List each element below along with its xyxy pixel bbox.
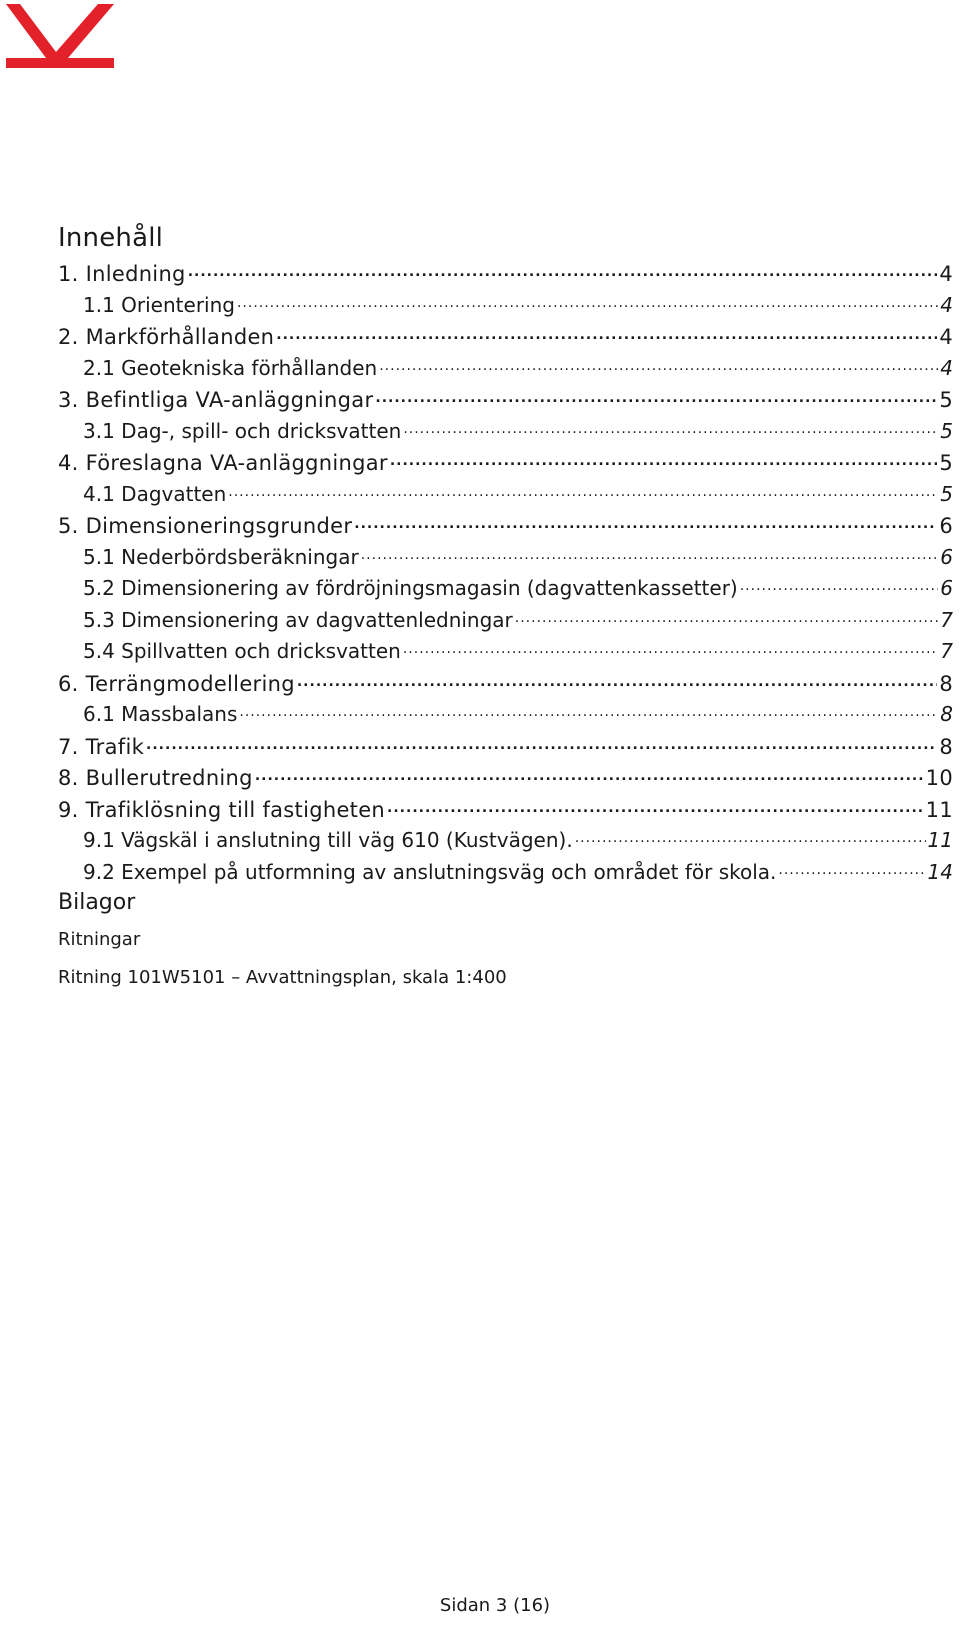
toc-entry[interactable]: [58, 512, 953, 544]
page-number-footer: Sidan 3 (16): [439, 1595, 551, 1616]
toc-entry-label: 9.2 Exempel på utformning av anslutningsväg och området för skola.: [83, 859, 777, 884]
logo-shape: [6, 4, 114, 68]
toc-entry[interactable]: [58, 638, 953, 670]
toc-entry-label: 2.1 Geotekniska förhållanden: [83, 355, 378, 380]
toc-entry-page-number: 11: [925, 797, 953, 822]
attachments-section: [58, 888, 938, 990]
toc-entry-label: 3. Befintliga VA-anläggningar: [58, 388, 374, 412]
toc-entry[interactable]: [58, 733, 953, 765]
toc-entry-page-number: 5: [940, 481, 953, 506]
toc-entry-label: 4. Föreslagna VA-anläggningar: [58, 451, 388, 475]
toc-dot-leader: [575, 827, 926, 847]
toc-dot-leader: [354, 512, 937, 533]
toc-entry-page-number: 4: [940, 292, 953, 317]
toc-entry-page-number: 8: [939, 671, 953, 696]
toc-entry-page-number: 6: [940, 576, 953, 600]
toc-entry-label: 4.1 Dagvatten: [83, 481, 227, 506]
toc-dot-leader: [297, 670, 937, 691]
toc-entry[interactable]: [58, 292, 953, 324]
toc-dot-leader: [237, 292, 938, 312]
toc-entry-page-number: 10: [925, 766, 953, 790]
toc-entry-page-number: 7: [940, 607, 953, 632]
toc-entry[interactable]: [58, 260, 953, 292]
toc-entry-page-number: 6: [939, 514, 953, 538]
toc-dot-leader: [228, 481, 938, 501]
toc-entry-label: 8. Bullerutredning: [58, 766, 253, 790]
toc-dot-leader: [276, 323, 937, 344]
toc-dot-leader: [740, 575, 939, 595]
toc-entry[interactable]: [58, 701, 953, 733]
toc-entry-label: 7. Trafik: [58, 734, 145, 759]
toc-entry[interactable]: [58, 670, 953, 702]
toc-entry-page-number: 14: [927, 859, 953, 884]
red-chevron-logo-icon: [6, 4, 114, 68]
toc-dot-leader: [361, 544, 939, 564]
toc-entry-page-number: 11: [927, 828, 953, 852]
toc-dot-leader: [403, 418, 938, 438]
toc-title: Innehåll: [58, 223, 164, 253]
drawing-item: Ritning 101W5101 – Avvattningsplan, skala 1:400: [58, 967, 507, 988]
toc-entry[interactable]: [58, 323, 953, 355]
toc-entry-label: 5. Dimensioneringsgrunder: [58, 514, 353, 538]
toc-entry-label: 9. Trafiklösning till fastigheten: [58, 797, 386, 822]
toc-entry-page-number: 7: [940, 639, 953, 663]
toc-entry-page-number: 4: [940, 355, 953, 380]
toc-entry-label: 1. Inledning: [58, 262, 186, 286]
toc-list: [58, 260, 953, 890]
toc-dot-leader: [239, 701, 938, 721]
table-of-contents: [58, 222, 953, 890]
toc-entry[interactable]: [58, 449, 953, 481]
toc-dot-leader: [515, 607, 938, 627]
toc-entry-page-number: 5: [940, 418, 953, 443]
toc-entry[interactable]: [58, 544, 953, 576]
toc-entry[interactable]: [58, 607, 953, 639]
toc-dot-leader: [146, 733, 937, 754]
toc-entry[interactable]: [58, 764, 953, 796]
toc-entry-label: 5.1 Nederbördsberäkningar: [83, 544, 359, 569]
toc-entry-label: 5.4 Spillvatten och dricksvatten: [83, 639, 401, 663]
toc-entry-label: 5.2 Dimensionering av fördröjningsmagasin (dagvattenkassetter): [83, 576, 738, 600]
toc-entry-page-number: 8: [939, 734, 953, 759]
toc-entry-label: 9.1 Vägskäl i anslutning till väg 610 (Kustvägen).: [83, 828, 573, 852]
toc-entry-page-number: 4: [939, 325, 953, 349]
toc-entry[interactable]: [58, 386, 953, 418]
toc-entry[interactable]: [58, 575, 953, 607]
toc-entry[interactable]: [58, 796, 953, 828]
toc-entry[interactable]: [58, 859, 953, 891]
toc-dot-leader: [188, 260, 938, 281]
toc-entry-label: 2. Markförhållanden: [58, 325, 275, 349]
toc-entry-label: 3.1 Dag-, spill- och dricksvatten: [83, 418, 402, 443]
toc-entry-page-number: 4: [939, 262, 953, 286]
attachments-heading: Bilagor: [58, 890, 136, 915]
toc-entry[interactable]: [58, 355, 953, 387]
toc-entry-page-number: 5: [939, 388, 953, 412]
toc-entry-label: 6.1 Massbalans: [83, 702, 238, 726]
toc-entry-label: 5.3 Dimensionering av dagvattenledningar: [83, 607, 513, 632]
toc-entry[interactable]: [58, 418, 953, 450]
toc-entry-label: 1.1 Orientering: [83, 292, 235, 317]
drawings-subheading: Ritningar: [58, 929, 141, 950]
toc-dot-leader: [403, 638, 938, 658]
toc-entry[interactable]: [58, 481, 953, 513]
toc-dot-leader: [255, 764, 924, 785]
toc-dot-leader: [379, 355, 938, 375]
toc-entry-page-number: 8: [940, 702, 953, 726]
toc-dot-leader: [387, 796, 924, 817]
toc-dot-leader: [778, 859, 925, 879]
toc-entry[interactable]: [58, 827, 953, 859]
toc-entry-page-number: 6: [940, 544, 953, 569]
toc-dot-leader: [390, 449, 937, 470]
toc-dot-leader: [375, 386, 937, 407]
toc-entry-label: 6. Terrängmodellering: [58, 671, 295, 696]
toc-entry-page-number: 5: [939, 451, 953, 475]
